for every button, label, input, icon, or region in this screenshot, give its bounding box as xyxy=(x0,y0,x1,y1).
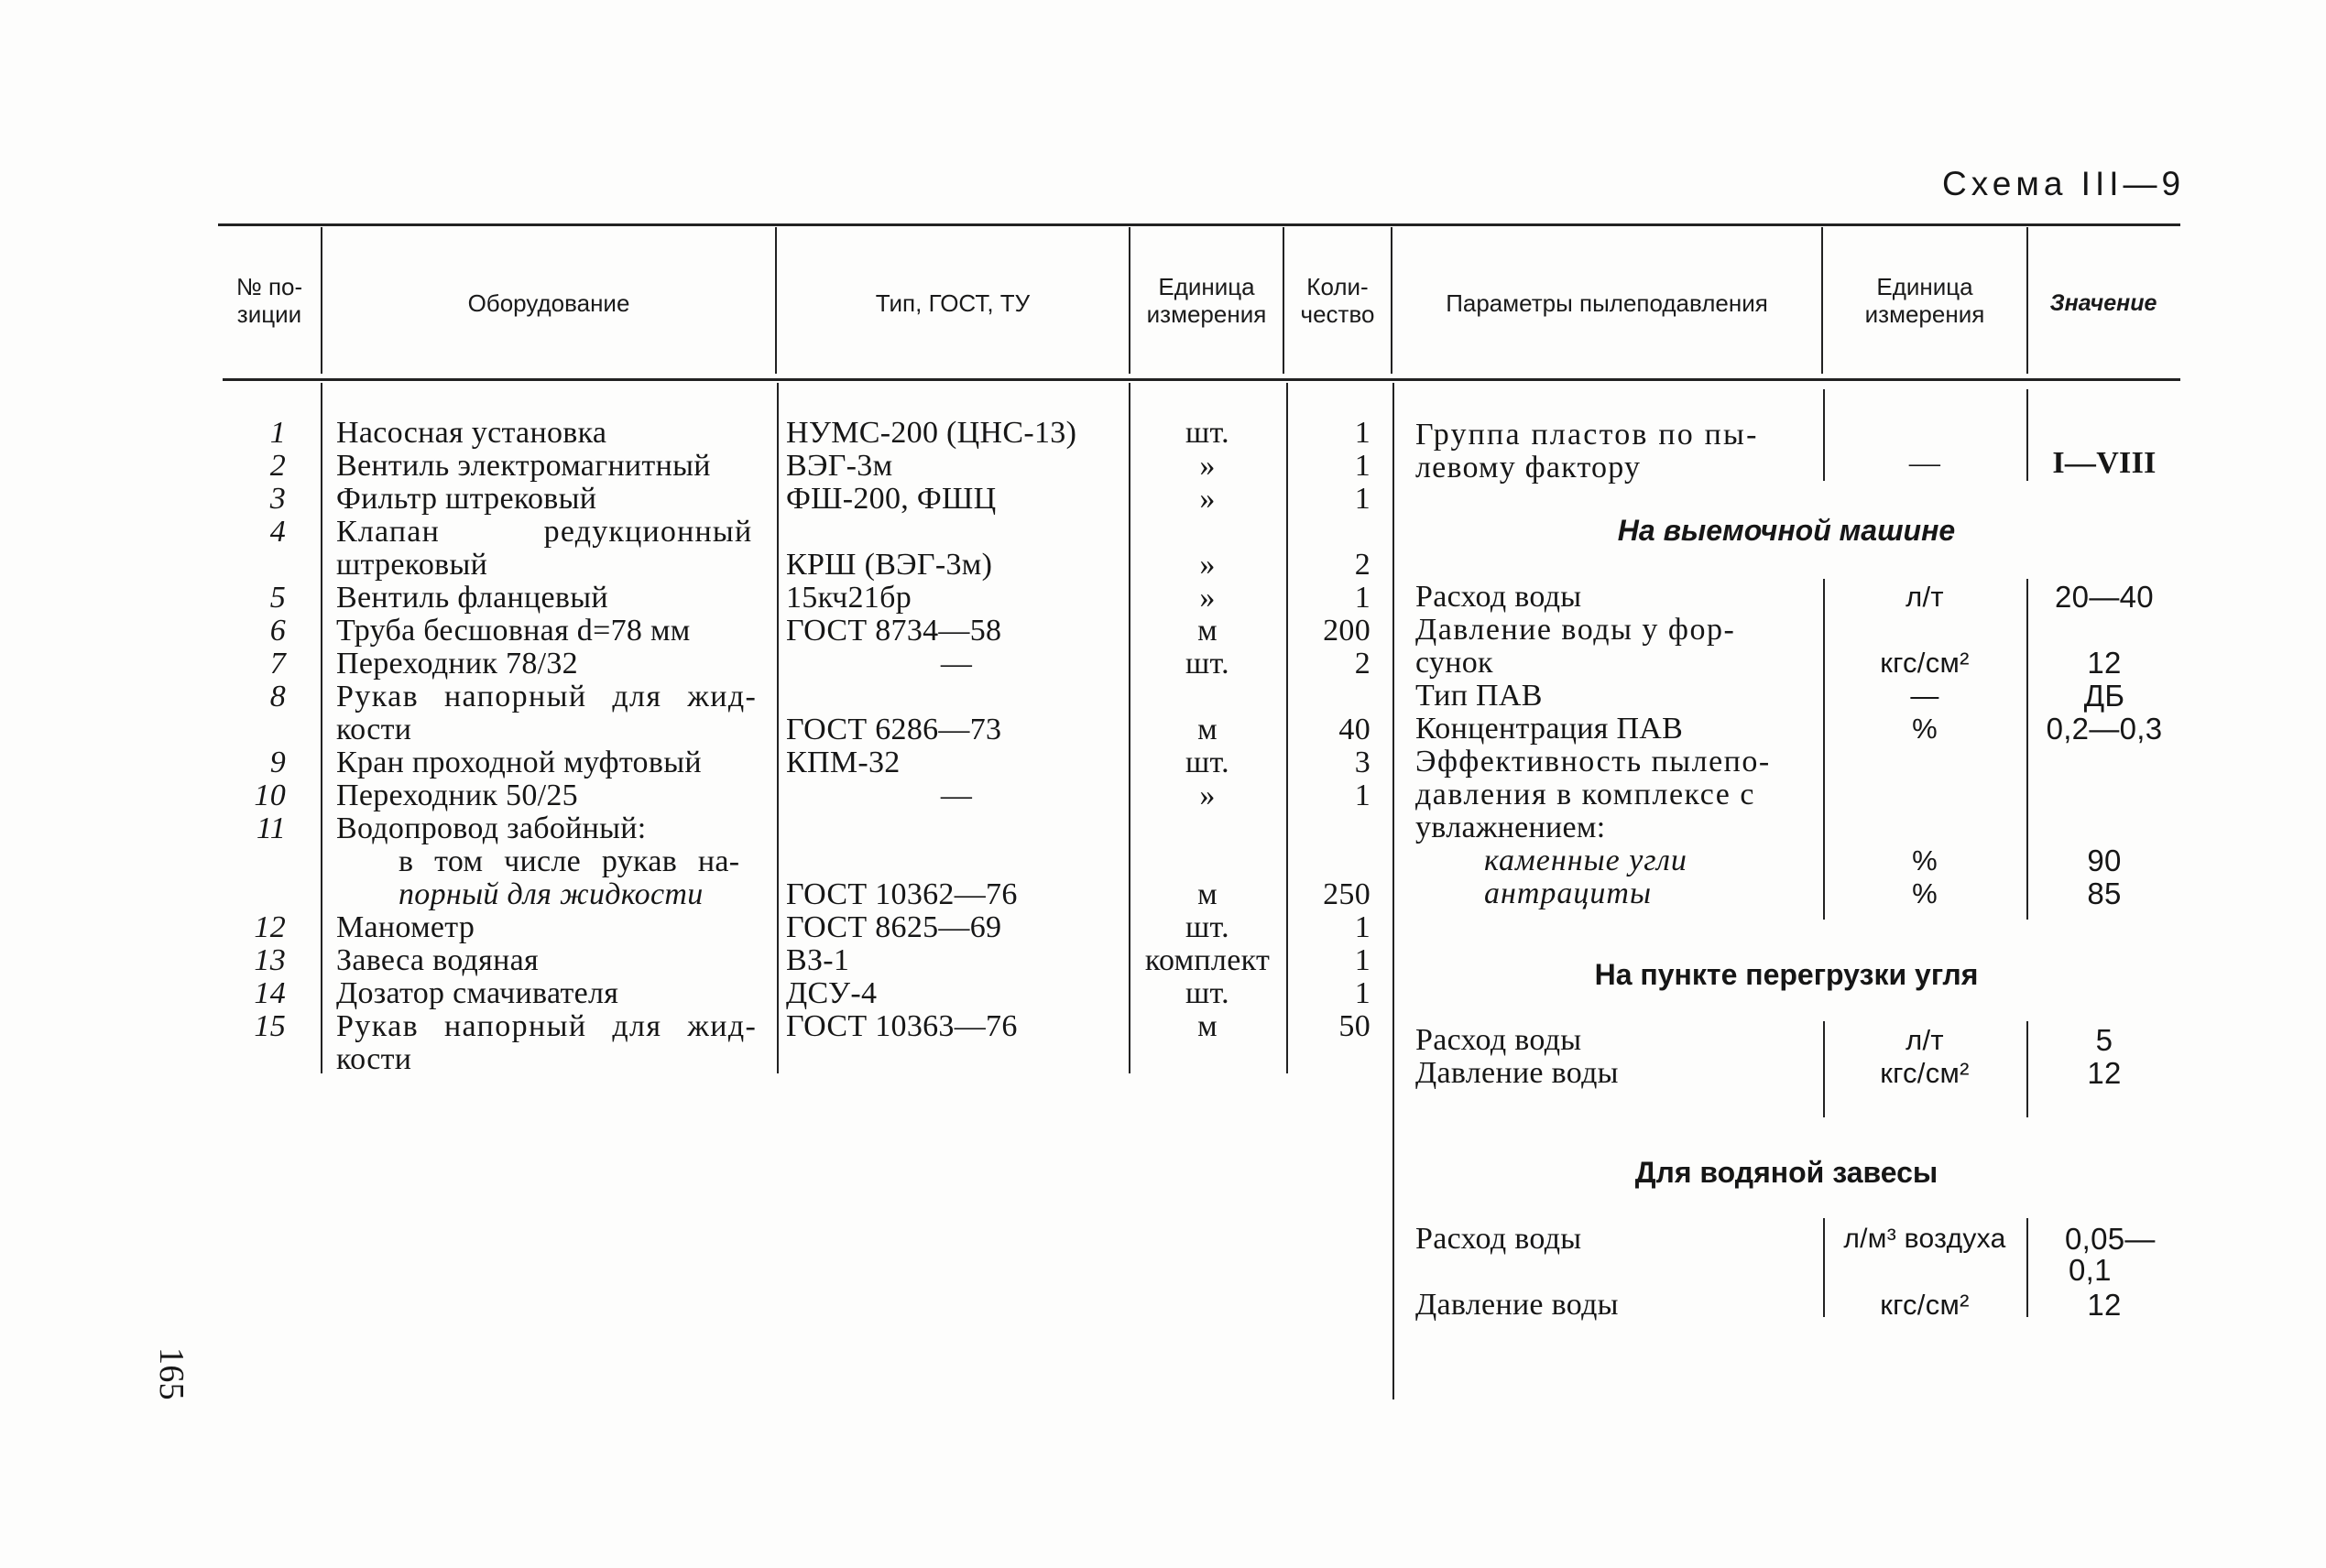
equipment-cell-name: кости xyxy=(336,713,412,746)
dust-cell-unit: % xyxy=(1912,877,1938,909)
equipment-cell-name: Водопровод забойный: xyxy=(336,811,647,845)
group-row-line-2: левому фактору xyxy=(1415,451,1642,485)
equipment-cell-unit: шт. xyxy=(1185,746,1229,779)
dust-cell-unit: % xyxy=(1912,713,1938,745)
dust-cell-value: 85 xyxy=(2087,877,2122,910)
equipment-cell-no: 1 xyxy=(269,416,286,450)
dust-cell-param: Расход воды xyxy=(1415,1023,1582,1057)
equipment-cell-type: ВЭГ-3м xyxy=(786,449,893,483)
equipment-cell-no: 3 xyxy=(269,482,286,516)
equipment-cell-name: Рукав напорный для жид- xyxy=(336,680,758,713)
right-table-header-rule xyxy=(1388,378,2180,381)
dust-cell-param: сунок xyxy=(1415,646,1493,680)
equipment-cell-name: Рукав напорный для жид- xyxy=(336,1009,758,1043)
equipment-cell-type: ФШ-200, ФШЦ xyxy=(786,482,997,516)
header-type: Тип, ГОСТ, ТУ xyxy=(875,289,1031,317)
equipment-cell-name: Манометр xyxy=(336,910,475,944)
header-right-unit: Единица измерения xyxy=(1864,273,1985,328)
equipment-cell-name: Переходник 78/32 xyxy=(336,647,578,681)
dust-cell-unit: л/т xyxy=(1906,581,1944,613)
equipment-cell-unit: комплект xyxy=(1144,943,1271,977)
dust-cell-param: Расход воды xyxy=(1415,1222,1582,1256)
equipment-cell-no: 10 xyxy=(254,779,286,812)
dust-cell-param: увлажнением: xyxy=(1415,811,1606,844)
equipment-cell-name: порный для жидкости xyxy=(399,877,704,911)
equipment-cell-name: в том числе рукав на- xyxy=(399,844,740,878)
dust-cell-value: 12 xyxy=(2087,1288,2122,1322)
header-equipment: Оборудование xyxy=(467,289,630,317)
equipment-cell-qty: 1 xyxy=(1354,779,1370,812)
dust-cell-unit: л/т xyxy=(1906,1024,1944,1056)
equipment-cell-type: — xyxy=(940,779,973,812)
equipment-cell-unit: м xyxy=(1197,877,1218,911)
equipment-cell-no: 15 xyxy=(254,1009,286,1043)
dust-cell-param: Давление воды у фор- xyxy=(1415,613,1736,647)
equipment-cell-no: 6 xyxy=(269,614,286,648)
dust-cell-unit: % xyxy=(1912,844,1938,877)
equipment-cell-unit: » xyxy=(1199,581,1216,615)
equipment-cell-no: 11 xyxy=(256,811,286,845)
equipment-cell-name: Переходник 50/25 xyxy=(336,779,578,812)
equipment-cell-unit: шт. xyxy=(1185,416,1229,450)
equipment-cell-type: НУМС-200 (ЦНС-13) xyxy=(786,416,1077,450)
equipment-cell-name: Труба бесшовная d=78 мм xyxy=(336,614,691,648)
header-quantity: Коли- чество xyxy=(1300,273,1375,328)
page-number: 165 xyxy=(151,1347,191,1400)
dust-cell-value: 12 xyxy=(2087,646,2122,680)
group-row-value: I—VIII xyxy=(2052,446,2157,480)
equipment-cell-no: 7 xyxy=(269,647,286,681)
equipment-cell-name: Насосная установка xyxy=(336,416,607,450)
equipment-cell-qty: 2 xyxy=(1354,647,1370,681)
dust-cell-param: Давление воды xyxy=(1415,1288,1619,1322)
equipment-cell-qty: 1 xyxy=(1354,416,1370,450)
equipment-cell-no: 4 xyxy=(269,515,286,549)
equipment-cell-type: ГОСТ 8625—69 xyxy=(786,910,1002,944)
left-col-divider-1 xyxy=(321,383,322,1073)
dust-cell-value: 12 xyxy=(2087,1056,2122,1090)
equipment-cell-name: Кран проходной муфтовый xyxy=(336,746,702,779)
equipment-cell-qty: 200 xyxy=(1323,614,1370,648)
dust-cell-param: Концентрация ПАВ xyxy=(1415,712,1684,746)
equipment-cell-unit: м xyxy=(1197,1009,1218,1043)
equipment-cell-name: кости xyxy=(336,1042,412,1076)
equipment-cell-name: Фильтр штрековый xyxy=(336,482,597,516)
equipment-cell-type: — xyxy=(940,647,973,681)
scheme-title: Схема III—9 xyxy=(1942,165,2186,202)
equipment-cell-type: КРШ (ВЭГ-3м) xyxy=(786,548,993,582)
equipment-cell-qty: 50 xyxy=(1338,1009,1370,1043)
header-params: Параметры пылеподавления xyxy=(1446,289,1768,317)
left-table-top-rule xyxy=(218,223,1386,226)
dust-cell-param: Давление воды xyxy=(1415,1056,1619,1090)
header-unit: Единица измерения xyxy=(1146,273,1267,328)
dust-cell-param: антрациты xyxy=(1484,877,1653,910)
dust-cell-param: Тип ПАВ xyxy=(1415,679,1543,713)
equipment-cell-no: 12 xyxy=(254,910,286,944)
dust-cell-unit: кгс/см² xyxy=(1880,1057,1970,1089)
equipment-cell-no: 9 xyxy=(269,746,286,779)
equipment-cell-type: ГОСТ 6286—73 xyxy=(786,713,1002,746)
equipment-cell-qty: 250 xyxy=(1323,877,1370,911)
equipment-cell-unit: » xyxy=(1199,482,1216,516)
group-row-line-1: Группа пластов по пы- xyxy=(1415,418,1759,452)
group-row-unit: — xyxy=(1908,446,1941,480)
dust-cell-param: Эффективность пылепо- xyxy=(1415,745,1771,779)
equipment-cell-unit: » xyxy=(1199,548,1216,582)
equipment-cell-no: 14 xyxy=(254,976,286,1010)
dust-cell-value: 20—40 xyxy=(2055,580,2154,614)
equipment-cell-no: 8 xyxy=(269,680,286,713)
dust-cell-value: 0,2—0,3 xyxy=(2046,712,2163,746)
dust-cell-unit: л/м³ воздуха xyxy=(1843,1224,2006,1254)
equipment-cell-qty: 40 xyxy=(1338,713,1370,746)
left-col-divider-2 xyxy=(777,383,779,1073)
equipment-cell-unit: шт. xyxy=(1185,910,1229,944)
dust-cell-value: 0,1 xyxy=(2069,1253,2112,1287)
equipment-cell-type: ГОСТ 10363—76 xyxy=(786,1009,1018,1043)
header-value: Значение xyxy=(2049,290,2157,316)
dust-cell-unit: кгс/см² xyxy=(1880,647,1970,679)
equipment-cell-qty: 1 xyxy=(1354,976,1370,1010)
equipment-cell-unit: шт. xyxy=(1185,647,1229,681)
equipment-cell-no: 2 xyxy=(269,449,286,483)
equipment-cell-name: Завеса водяная xyxy=(336,943,539,977)
equipment-cell-type: КПМ-32 xyxy=(786,746,901,779)
section-title-transfer: На пункте перегрузки угля xyxy=(1594,958,1979,991)
dust-cell-param: каменные угли xyxy=(1484,844,1687,877)
dust-cell-value: ДБ xyxy=(2083,679,2125,713)
equipment-cell-unit: шт. xyxy=(1185,976,1229,1010)
equipment-cell-unit: » xyxy=(1199,449,1216,483)
section-title-machine: На выемочной машине xyxy=(1617,514,1956,547)
equipment-cell-no: 13 xyxy=(254,943,286,977)
left-table-header-rule xyxy=(223,378,1391,381)
dust-cell-unit: кгс/см² xyxy=(1880,1289,1970,1321)
dust-cell-param: давления в комплексе с xyxy=(1415,778,1755,811)
dust-cell-param: Расход воды xyxy=(1415,580,1582,614)
equipment-cell-qty: 1 xyxy=(1354,449,1370,483)
equipment-cell-no: 5 xyxy=(269,581,286,615)
equipment-cell-qty: 2 xyxy=(1354,548,1370,582)
equipment-cell-type: ГОСТ 10362—76 xyxy=(786,877,1018,911)
right-table-top-rule xyxy=(1228,223,2180,226)
equipment-cell-type: 15кч21бр xyxy=(786,581,912,615)
equipment-cell-qty: 1 xyxy=(1354,943,1370,977)
header-position: № по- зиции xyxy=(235,273,303,328)
section-title-curtain: Для водяной завесы xyxy=(1634,1156,1938,1189)
equipment-cell-qty: 1 xyxy=(1354,910,1370,944)
equipment-cell-name: Клапан редукционный xyxy=(336,515,753,549)
equipment-cell-qty: 1 xyxy=(1354,581,1370,615)
dust-cell-value: 90 xyxy=(2087,844,2122,877)
equipment-cell-type: ГОСТ 8734—58 xyxy=(786,614,1002,648)
equipment-cell-name: Дозатор смачивателя xyxy=(336,976,619,1010)
equipment-cell-qty: 1 xyxy=(1354,482,1370,516)
dust-cell-value: 0,05— xyxy=(2065,1222,2156,1256)
dust-cell-unit: — xyxy=(1910,680,1939,712)
equipment-cell-type: ВЗ-1 xyxy=(786,943,850,977)
equipment-cell-name: штрековый xyxy=(336,548,488,582)
equipment-cell-unit: м xyxy=(1197,614,1218,648)
equipment-cell-name: Вентиль электромагнитный xyxy=(336,449,711,483)
equipment-cell-unit: » xyxy=(1199,779,1216,812)
equipment-cell-name: Вентиль фланцевый xyxy=(336,581,608,615)
equipment-cell-unit: м xyxy=(1197,713,1218,746)
dust-cell-value: 5 xyxy=(2095,1023,2113,1057)
equipment-cell-type: ДСУ-4 xyxy=(786,976,878,1010)
equipment-cell-qty: 3 xyxy=(1354,746,1370,779)
